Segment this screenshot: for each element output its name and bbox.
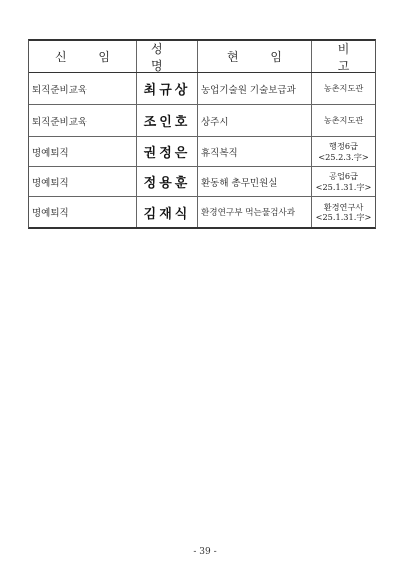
table-row [29, 167, 375, 197]
new-post-cell: 퇴직준비교육 [29, 73, 137, 104]
current-post-cell: 농업기술원 기술보급과 [198, 73, 312, 104]
note-cell [312, 73, 375, 104]
header-current-post: 현 임 [198, 41, 312, 72]
name-cell: 최규상 [137, 73, 198, 104]
note-cell [312, 167, 375, 196]
new-post-cell: 명예퇴직 [29, 137, 137, 166]
new-post-cell: 퇴직준비교육 [29, 105, 137, 136]
header-new-post: 신 임 [29, 41, 137, 72]
personnel-table [28, 39, 376, 229]
table-row [29, 105, 375, 137]
note-date: <25.2.3.字> [318, 151, 369, 162]
page-number: - 39 - [193, 547, 217, 557]
note-line: 환경연구사 [323, 201, 364, 212]
note-line: 행정6급 [329, 141, 358, 151]
table-row [29, 137, 375, 167]
name-cell: 조인호 [137, 105, 198, 136]
note-line: 농촌지도관 [323, 83, 364, 94]
note-cell [312, 105, 375, 136]
note-date: <25.1.31.字> [315, 212, 372, 222]
name-cell: 정용훈 [137, 167, 198, 196]
current-post-cell: 상주시 [198, 105, 312, 136]
header-note: 비 고 [337, 41, 364, 72]
table-row [29, 197, 375, 227]
note-cell [312, 197, 375, 227]
name-cell: 권정은 [137, 137, 198, 166]
current-post-cell: 환동해 총무민원실 [198, 167, 312, 196]
table-row [29, 73, 375, 105]
note-line: 농촌지도관 [323, 115, 364, 126]
name-cell: 김재식 [137, 197, 198, 227]
new-post-cell: 명예퇴직 [29, 197, 137, 227]
new-post-cell: 명예퇴직 [29, 167, 137, 196]
current-post-cell: 휴직복직 [198, 137, 312, 166]
note-line: 공업6급 [329, 171, 358, 181]
table-header-row [29, 41, 375, 73]
note-cell [312, 137, 375, 166]
current-post-cell: 환경연구부 먹는물검사과 [198, 197, 312, 227]
note-date: <25.1.31.字> [315, 181, 372, 192]
header-name: 성 명 [137, 41, 198, 72]
